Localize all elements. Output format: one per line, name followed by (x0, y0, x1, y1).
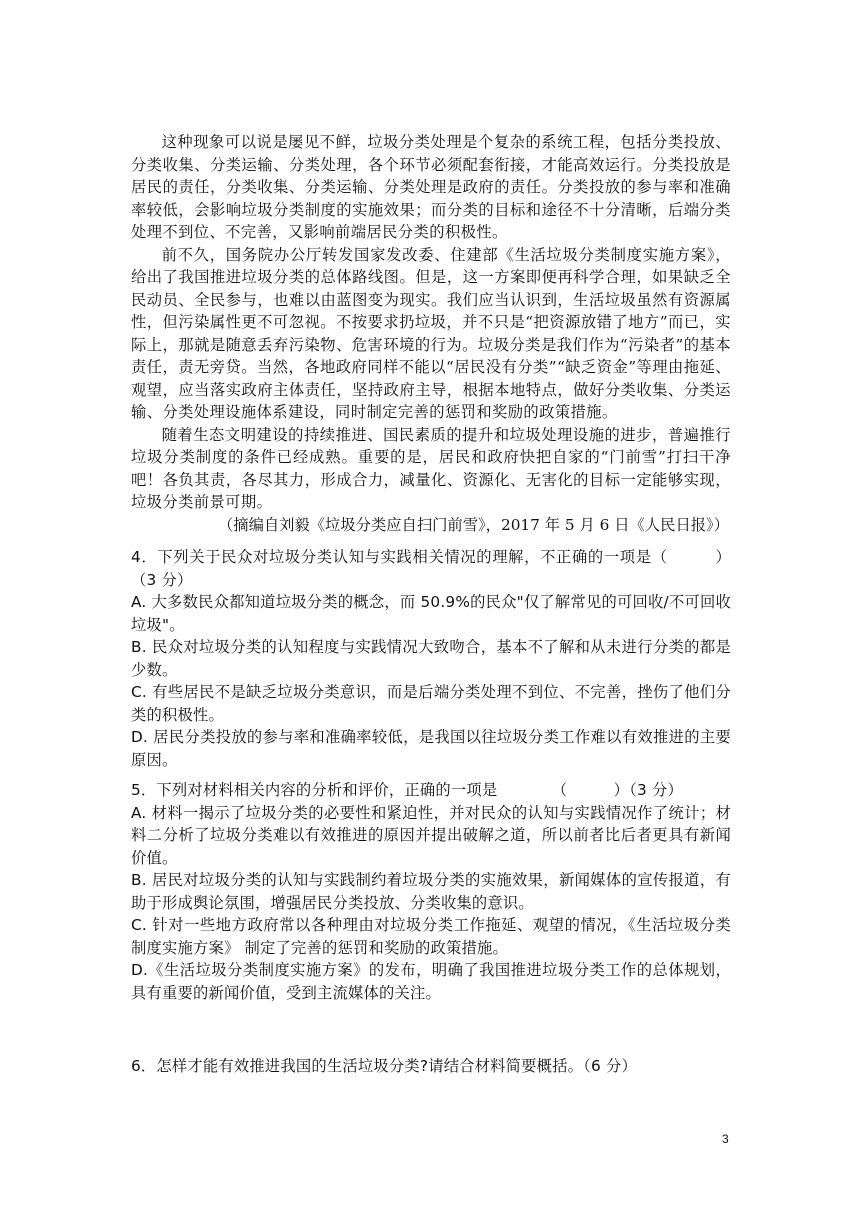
question-5-option-b: B. 居民对垃圾分类的认知与实践制约着垃圾分类的实施效果，新闻媒体的宣传报道，有助于形成舆论氛围，增强居民分类投放、分类收集的意识。 (131, 871, 731, 912)
question-4 (131, 546, 731, 771)
question-5-option-c: C. 针对一些地方政府常以各种理由对垃圾分类工作拖延、观望的情况，《生活垃圾分类制度实施方案》 制定了完善的惩罚和奖励的政策措施。 (131, 916, 731, 957)
passage-paragraph-1: 这种现象可以说是屡见不鲜，垃圾分类处理是个复杂的系统工程，包括分类投放、分类收集、分类运输、分类处理，各个环节必须配套衔接，才能高效运行。分类投放是居民的责任，分类收集、分类运输、分类处理是政府的责任。分类投放的参与率和准确率较低，会影响垃圾分类制度的实施效果；而分类的目标和途径不十分清晰，后端分类处理不到位、不完善，又影响前端居民分类的积极性。 (131, 133, 731, 241)
page-number: 3 (722, 1132, 729, 1146)
question-4-option-d: D. 居民分类投放的参与率和准确率较低，是我国以往垃圾分类工作难以有效推进的主要原因。 (131, 728, 731, 769)
question-4-option-c: C. 有些居民不是缺乏垃圾分类意识，而是后端分类处理不到位、不完善，挫伤了他们分类的积极性。 (131, 683, 731, 724)
question-5-stem: 5．下列对材料相关内容的分析和评价，正确的一项是 （ ）（3 分） (131, 781, 684, 799)
question-5-option-d: D.《生活垃圾分类制度实施方案》的发布，明确了我国推进垃圾分类工作的总体规划，具有重要的新闻价值，受到主流媒体的关注。 (131, 961, 731, 1002)
question-5-option-a: A. 材料一揭示了垃圾分类的必要性和紧迫性，并对民众的认知与实践情况作了统计；材料二分析了垃圾分类难以有效推进的原因并提出破解之道，所以前者比后者更具有新闻价值。 (131, 803, 731, 867)
question-6-stem: 6．怎样才能有效推进我国的生活垃圾分类?请结合材料简要概括。（6 分） (131, 1057, 638, 1075)
reading-passage (131, 131, 731, 536)
passage-source-citation: （摘编自刘毅《垃圾分类应自扫门前雪》，2017 年 5 月 6 日《人民日报》） (217, 515, 729, 534)
question-6 (131, 1055, 731, 1078)
passage-paragraph-2: 前不久，国务院办公厅转发国家发改委、住建部《生活垃圾分类制度实施方案》，给出了我国推进垃圾分类的总体路线图。但是，这一方案即便再科学合理，如果缺乏全民动员、全民参与，也难以由蓝图变为现实。我们应当认识到，生活垃圾虽然有资源属性，但污染属性更不可忽视。不按要求扔垃圾，并不只是“把资源放错了地方”而已，实际上，那就是随意丢弃污染物、危害环境的行为。垃圾分类是我们作为“污染者”的基本责任，责无旁贷。当然，各地政府同样不能以“居民没有分类”“缺乏资金”等理由拖延、观望，应当落实政府主体责任，坚持政府主导，根据本地特点，做好分类收集、分类运输、分类处理设施体系建设，同时制定完善的惩罚和奖励的政策措施。 (131, 245, 731, 421)
question-4-option-b: B. 民众对垃圾分类的认知程度与实践情况大致吻合，基本不了解和从未进行分类的都是少数。 (131, 638, 731, 679)
passage-paragraph-3: 随着生态文明建设的持续推进、国民素质的提升和垃圾处理设施的进步，普遍推行垃圾分类制度的条件已经成熟。重要的是，居民和政府快把自家的“门前雪”打扫干净吧！各负其责，各尽其力，形成合力，减量化、资源化、无害化的目标一定能够实现，垃圾分类前景可期。 (131, 425, 731, 511)
question-5 (131, 779, 731, 1004)
question-4-option-a: A. 大多数民众都知道垃圾分类的概念，而 50.9%的民众"仅了解常见的可回收/不可回收垃圾"。 (131, 593, 731, 634)
question-4-stem: 4．下列关于民众对垃圾分类认知与实践相关情况的理解，不正确的一项是（ ）（3 分） (131, 548, 731, 589)
